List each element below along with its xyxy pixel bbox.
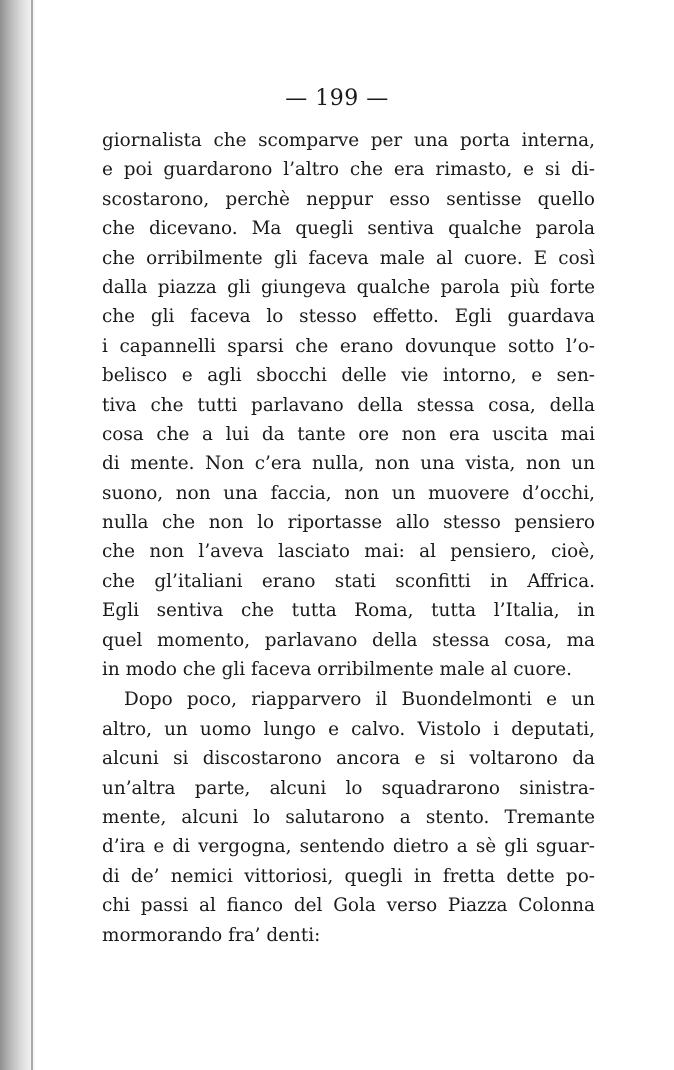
text-line: nulla che non lo riportasse allo stesso pensiero [102,512,595,534]
text-line: giornalista che scomparve per una porta interna, [102,130,595,151]
text-line: un’altra parte, alcuni lo squadrarono sinistra- [102,777,595,799]
text-line: e poi guardarono l’altro che era rimasto, e si di- [102,159,595,181]
text-line: dalla piazza gli giungeva qualche parola più forte [102,276,595,298]
text-line: chi passi al fianco del Gola verso Piazza Colonna [102,895,595,917]
text-line: mente, alcuni lo salutarono a stento. Tremante [102,806,595,828]
text-line: di de’ nemici vittoriosi, quegli in fretta dette po- [102,865,595,887]
text-line: che gl’italiani erano stati sconfitti in Affrica. [102,570,595,592]
text-line: belisco e agli sbocchi delle vie intorno, e sen- [102,365,595,387]
text-line: che gli faceva lo stesso effetto. Egli guardava [102,306,595,328]
text-line: che dicevano. Ma quegli sentiva qualche parola [102,218,595,240]
text-line: alcuni si discostarono ancora e si voltarono da [102,748,595,770]
text-line: che orribilmente gli faceva male al cuore. E così [102,247,595,269]
body-text [102,126,595,950]
text-line: scostarono, perchè neppur esso sentisse quello [102,188,595,210]
paragraph-1 [102,126,595,684]
text-line: i capannelli sparsi che erano dovunque sotto l’o- [102,335,595,357]
text-line: cosa che a lui da tante ore non era uscita mai [102,423,595,445]
text-line: in modo che gli faceva orribilmente male al cuore. [102,659,572,681]
text-line: che non l’aveva lasciato mai: al pensiero, cioè, [102,541,595,563]
text-line: tiva che tutti parlavano della stessa cosa, della [102,394,595,416]
text-line: altro, un uomo lungo e calvo. Vistolo i deputati, [102,718,595,740]
text-line: Dopo poco, riapparvero il Buondelmonti e un [124,689,595,711]
text-line: mormorando fra’ denti: [102,924,321,946]
page-number: — 199 — [285,86,389,111]
text-line: d’ira e di vergogna, sentendo dietro a sè gli sguar- [102,836,595,858]
page-binding-line [31,0,33,1070]
text-line: di mente. Non c’era nulla, non una vista, non un [102,453,595,475]
paragraph-2 [102,685,595,950]
text-line: Egli sentiva che tutta Roma, tutta l’Italia, in [102,600,595,622]
text-line: suono, non una faccia, non un muovere d’occhi, [102,482,595,504]
text-line: quel momento, parlavano della stessa cosa, ma [102,629,595,651]
